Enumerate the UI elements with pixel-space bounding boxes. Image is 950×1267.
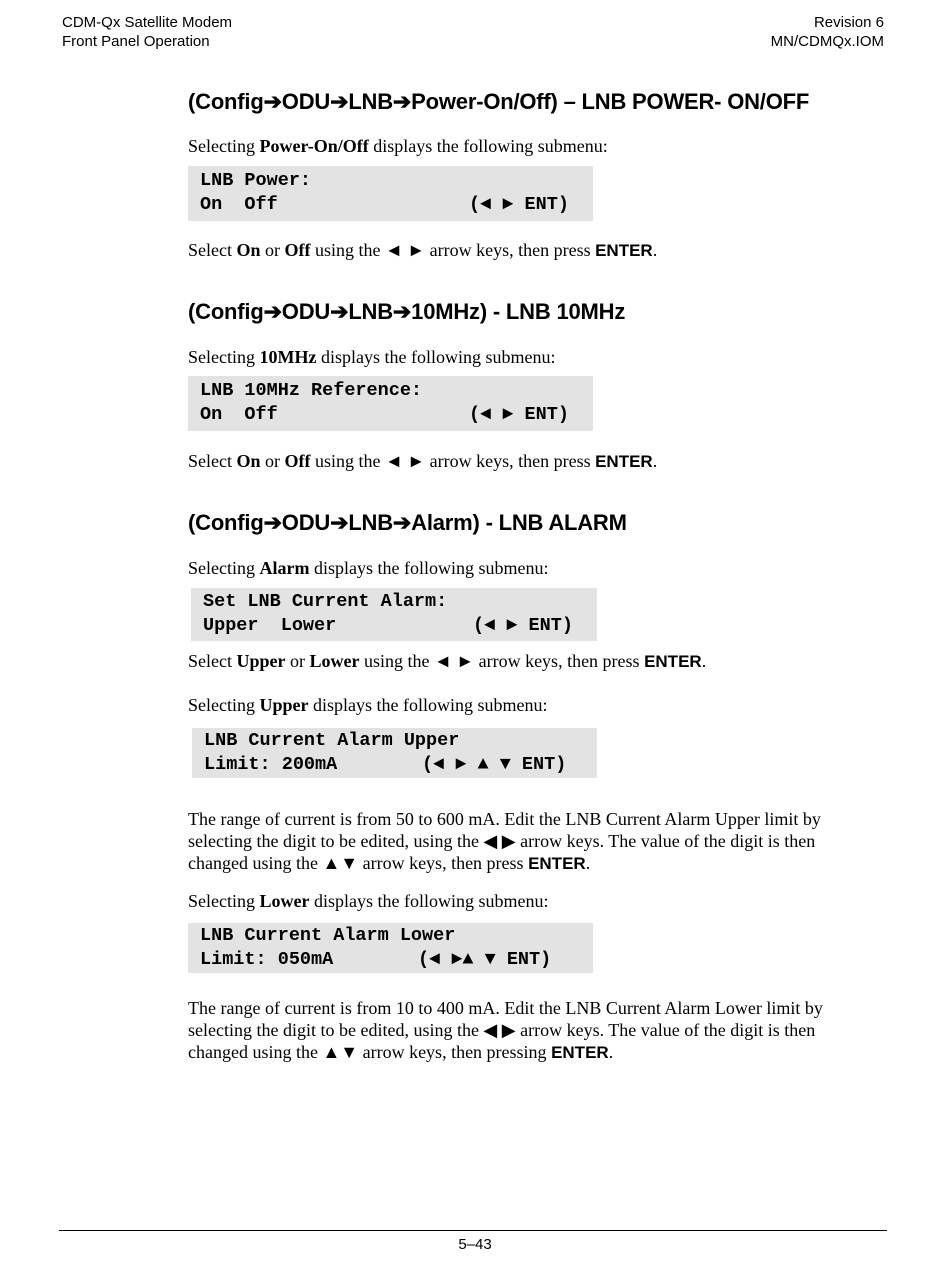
lcd-line-1: Set LNB Current Alarm: [203,591,448,612]
lcd-line-2: On Off (◄ ► ENT) [200,404,569,425]
alarm-instruction-text: Select Upper or Lower using the ◄ ► arrow keys, then press ENTER. [188,651,707,671]
lcd-line-2: On Off (◄ ► ENT) [200,194,569,215]
lower-description-text: The range of current is from 10 to 400 mA. Edit the LNB Current Alarm Lower limit by selecting the digit to be edited, using the ◀ ▶ arrow keys. The value of the digit is then changed using the ▲▼ arrow keys, then pressing ENTER. [188,998,823,1062]
section-heading-lnb-10mhz: (Config➔ODU➔LNB➔10MHz) - LNB 10MHz [188,299,626,324]
lcd-display-lnb-10mhz [188,376,593,431]
lcd-line-2: Limit: 050mA (◄ ►▲ ▼ ENT) [200,949,552,970]
lcd-display-alarm-upper [192,728,597,778]
document-number: MN/CDMQx.IOM [770,33,884,50]
power-instruction-text: Select On or Off using the ◄ ► arrow keys, then press ENTER. [188,240,658,260]
revision-label: Revision 6 [813,14,884,31]
upper-intro-text: Selecting Upper displays the following submenu: [188,695,548,715]
page-header-right [771,13,884,51]
power-intro-bold: Power-On/Off [259,136,369,156]
lcd-line-2: Limit: 200mA (◄ ► ▲ ▼ ENT) [204,754,567,775]
upper-description-text: The range of current is from 50 to 600 mA. Edit the LNB Current Alarm Upper limit by selecting the digit to be edited, using the ◀ ▶ arrow keys. The value of the digit is then changed using the ▲▼ arrow keys, then press ENTER. [188,809,821,873]
document-title: CDM-Qx Satellite Modem [62,14,233,31]
section-heading-lnb-alarm: (Config➔ODU➔LNB➔Alarm) - LNB ALARM [188,510,627,535]
footer-rule [59,1230,887,1231]
lcd-line-1: LNB Current Alarm Lower [200,925,456,946]
lcd-line-1: LNB 10MHz Reference: [200,380,423,401]
lcd-display-lnb-power [188,166,593,221]
page-number: 5–43 [458,1236,492,1253]
lcd-line-1: LNB Power: [200,170,312,191]
lcd-line-2: Upper Lower (◄ ► ENT) [203,615,573,636]
page-header-left [62,13,232,51]
ref10-intro-text: Selecting 10MHz displays the following submenu: [188,347,556,367]
alarm-intro-text: Selecting Alarm displays the following submenu: [188,558,549,578]
section-heading-lnb-power: (Config➔ODU➔LNB➔Power-On/Off) – LNB POWER- ON/OFF [188,89,810,114]
chapter-title: Front Panel Operation [62,33,210,50]
lcd-line-1: LNB Current Alarm Upper [204,730,460,751]
ref10-instruction-text: Select On or Off using the ◄ ► arrow keys, then press ENTER. [188,451,658,471]
lcd-display-set-alarm [191,588,597,641]
lower-intro-text: Selecting Lower displays the following submenu: [188,891,549,911]
lcd-display-alarm-lower [188,923,593,973]
power-intro-text: Selecting Power-On/Off displays the following submenu: [188,136,608,156]
